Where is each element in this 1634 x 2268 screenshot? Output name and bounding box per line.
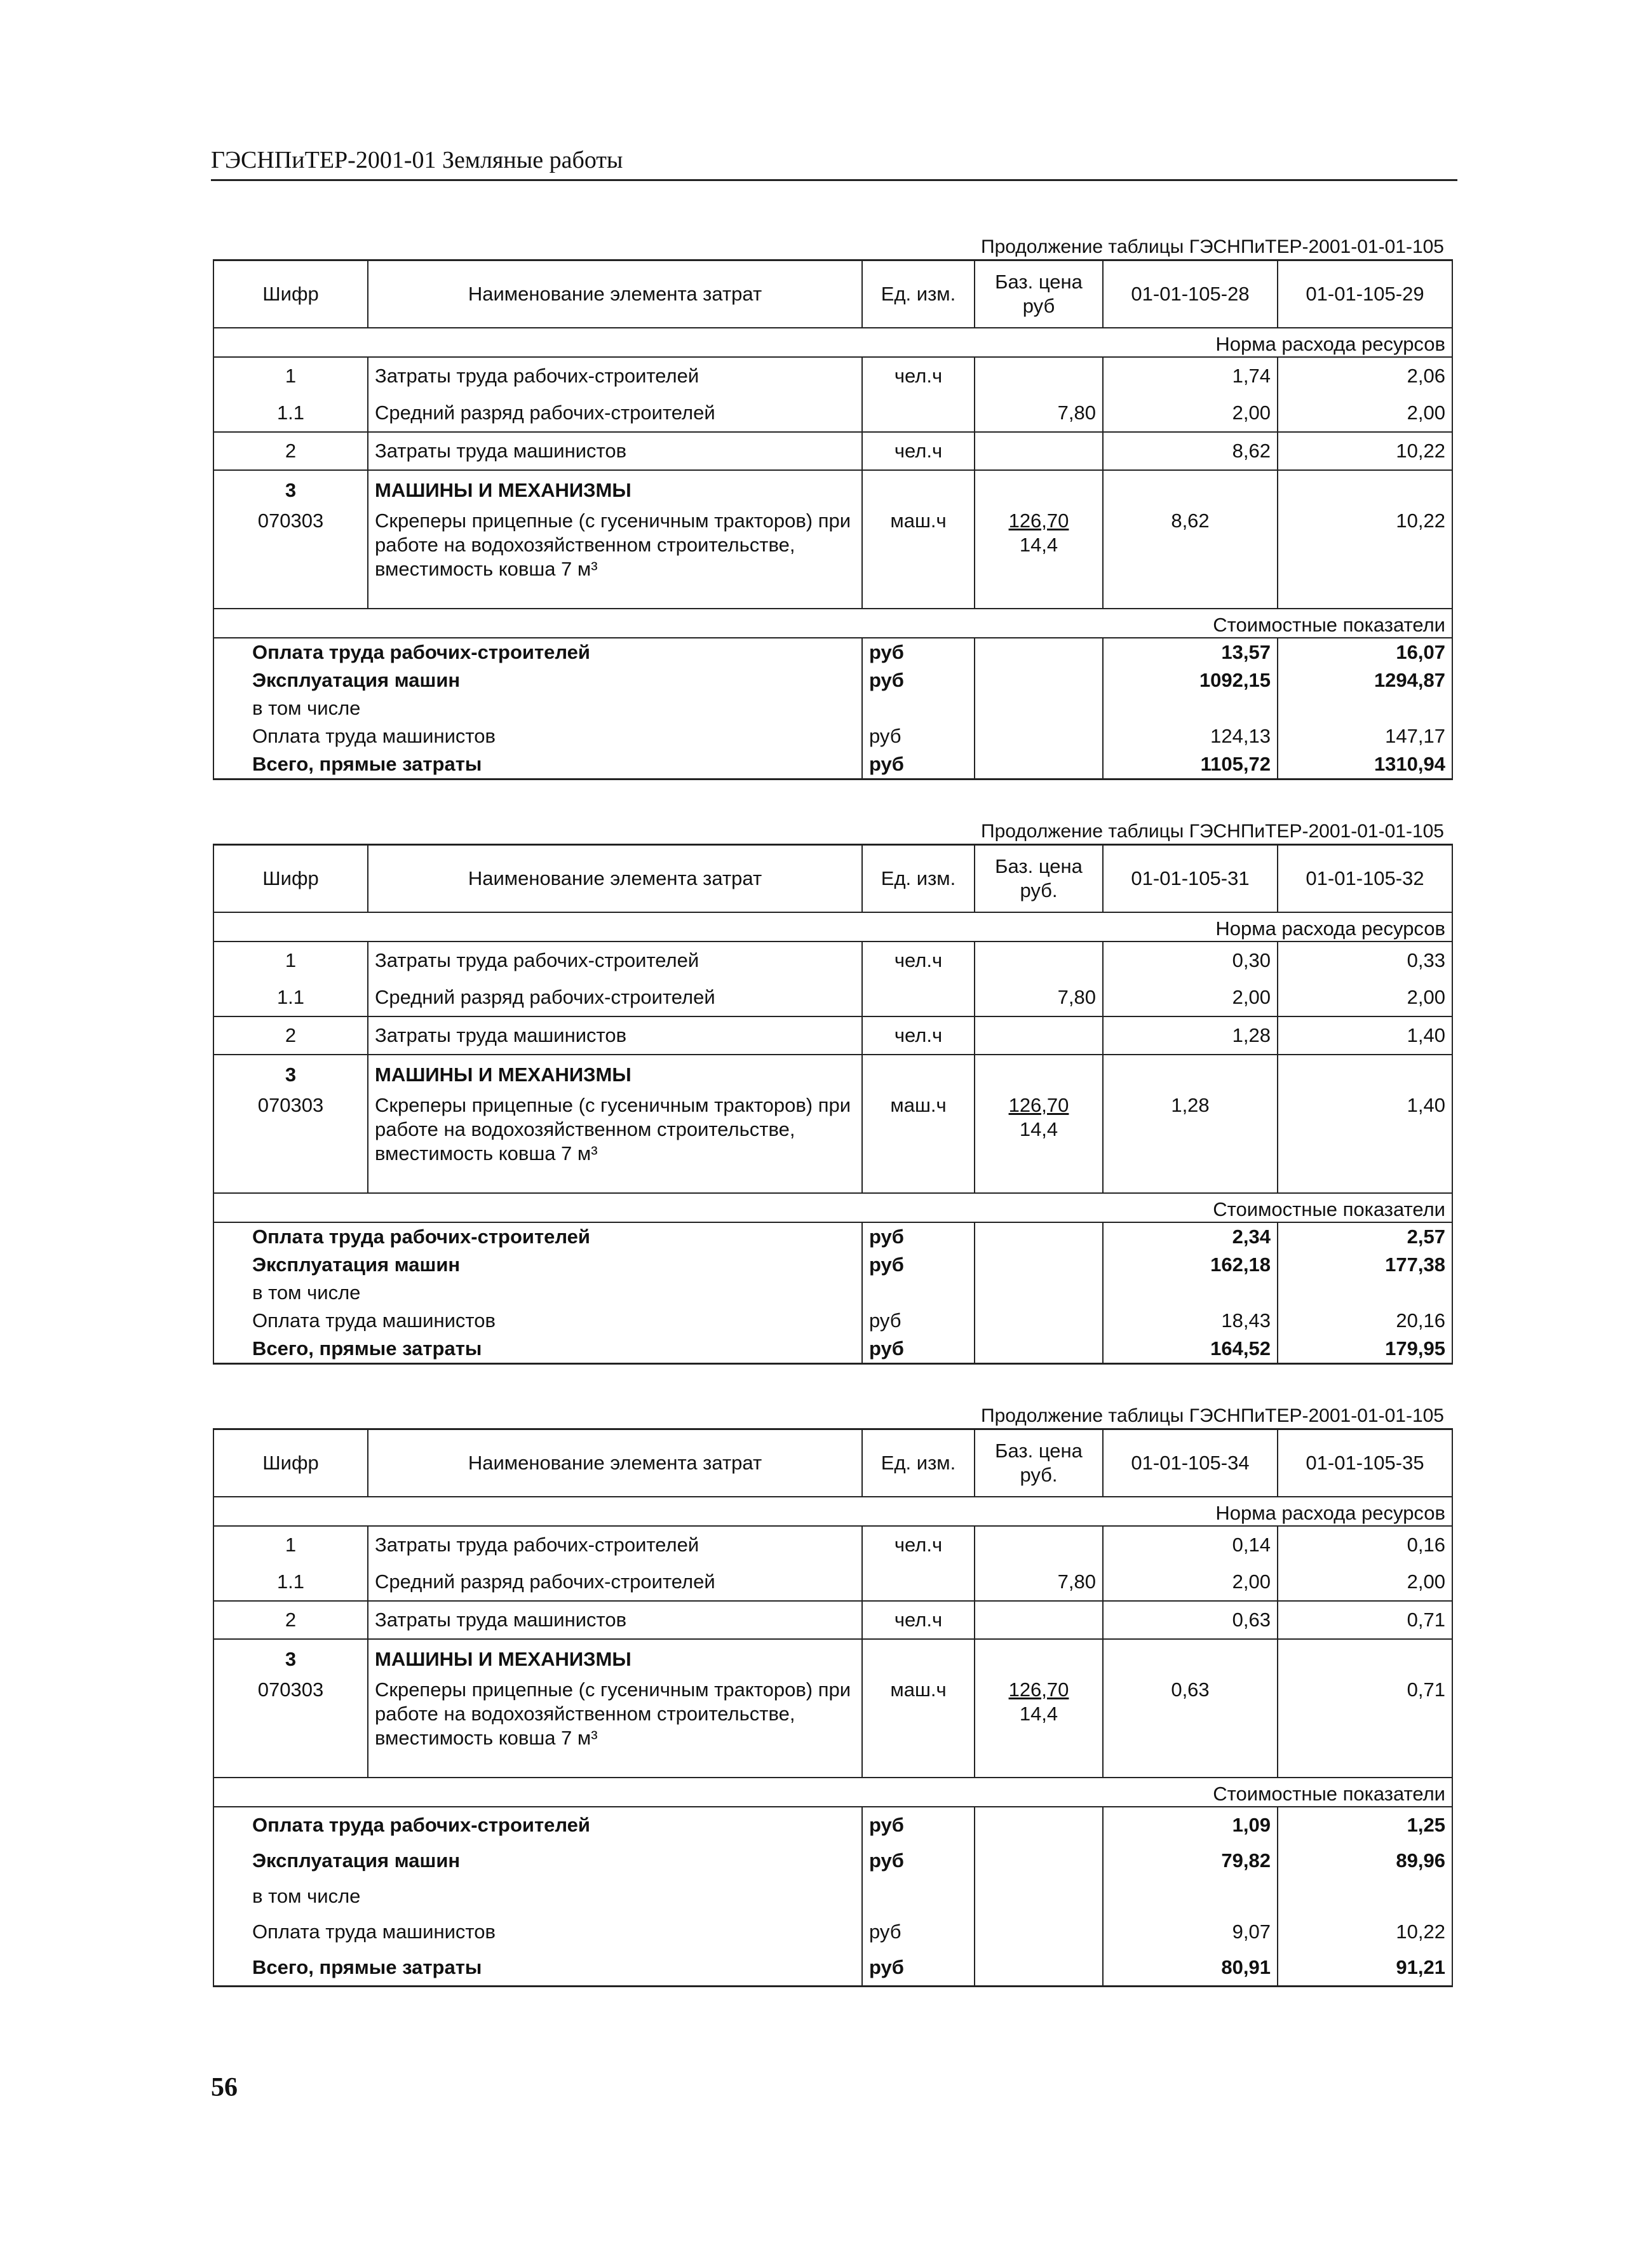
col-header-code-b: 01-01-105-29 — [1278, 260, 1452, 328]
table-row — [213, 395, 1452, 432]
row-code: 2 — [213, 1601, 368, 1639]
table-row — [213, 1563, 1452, 1601]
row-price — [975, 503, 1103, 609]
row-unit: чел.ч — [862, 1016, 975, 1055]
table-row — [213, 722, 1452, 750]
cost-value-a: 164,52 — [1103, 1335, 1278, 1364]
price-value: 126,70 — [1008, 510, 1069, 532]
row-name: Затраты труда машинистов — [368, 1016, 862, 1055]
resource-table-2 — [213, 820, 1452, 1365]
row-name: Скреперы прицепные (с гусеничным тракторов) при работе на водохозяйственном строительстве, вместимость ковша 7 м³ — [368, 503, 862, 609]
cost-value-a: 18,43 — [1103, 1307, 1278, 1335]
section-costs: Стоимостные показатели — [213, 1778, 1452, 1807]
cost-label: в том числе — [213, 1879, 862, 1914]
price-value-2: 14,4 — [1019, 534, 1058, 556]
row-value-b: 10,22 — [1278, 432, 1452, 470]
row-unit: маш.ч — [862, 503, 975, 609]
table — [213, 259, 1453, 780]
section-norms: Норма расхода ресурсов — [213, 328, 1452, 357]
row-value-b: 2,06 — [1278, 357, 1452, 395]
row-code: 1 — [213, 942, 368, 979]
table-row — [213, 357, 1452, 395]
row-value-a: 1,28 — [1103, 1087, 1278, 1193]
cost-value-b: 89,96 — [1278, 1843, 1452, 1879]
table-row — [213, 1601, 1452, 1639]
row-code: 1.1 — [213, 1563, 368, 1601]
row-price — [975, 1087, 1103, 1193]
row-value-b: 1,40 — [1278, 1087, 1452, 1193]
row-code: 1 — [213, 1526, 368, 1563]
col-header-code: Шифр — [213, 845, 368, 913]
row-code: 1.1 — [213, 979, 368, 1016]
page-number: 56 — [211, 2073, 238, 2102]
table-row — [213, 1016, 1452, 1055]
row-code: 070303 — [213, 1087, 368, 1193]
row-price: 7,80 — [975, 395, 1103, 432]
section-costs: Стоимостные показатели — [213, 609, 1452, 638]
cost-value-b: 177,38 — [1278, 1251, 1452, 1279]
cost-value-b: 1294,87 — [1278, 666, 1452, 694]
row-code: 1 — [213, 357, 368, 395]
row-price — [975, 1016, 1103, 1055]
cost-value-a: 1092,15 — [1103, 666, 1278, 694]
cost-value-b: 20,16 — [1278, 1307, 1452, 1335]
price-value-2: 14,4 — [1019, 1118, 1058, 1140]
table-row — [213, 1222, 1452, 1251]
col-header-price: Баз. цена руб — [975, 260, 1103, 328]
cost-label: Оплата труда машинистов — [213, 1307, 862, 1335]
col-header-code-a: 01-01-105-34 — [1103, 1429, 1278, 1497]
cost-unit: руб — [862, 1807, 975, 1843]
cost-label: Эксплуатация машин — [213, 1251, 862, 1279]
price-value: 126,70 — [1008, 1678, 1069, 1701]
cost-label: Всего, прямые затраты — [213, 1335, 862, 1364]
row-value-a: 0,63 — [1103, 1601, 1278, 1639]
cost-value-a: 79,82 — [1103, 1843, 1278, 1879]
table-row — [213, 1671, 1452, 1778]
header-row — [213, 845, 1452, 913]
table-row — [213, 1307, 1452, 1335]
cost-unit: руб — [862, 1307, 975, 1335]
resource-table-3 — [213, 1404, 1452, 1987]
row-name: Средний разряд рабочих-строителей — [368, 395, 862, 432]
cost-value-b: 147,17 — [1278, 722, 1452, 750]
row-unit: маш.ч — [862, 1671, 975, 1778]
cost-label: Оплата труда машинистов — [213, 722, 862, 750]
table-row — [213, 1914, 1452, 1950]
header-row — [213, 260, 1452, 328]
row-value-a: 0,63 — [1103, 1671, 1278, 1778]
table-row — [213, 1335, 1452, 1364]
table-row — [213, 1279, 1452, 1307]
row-code: 3 — [213, 470, 368, 503]
cost-label: Всего, прямые затраты — [213, 1950, 862, 1987]
cost-unit: руб — [862, 1843, 975, 1879]
cost-value-a: 13,57 — [1103, 638, 1278, 666]
row-value-a: 2,00 — [1103, 1563, 1278, 1601]
row-value-a: 2,00 — [1103, 395, 1278, 432]
cost-unit: руб — [862, 666, 975, 694]
section-norms: Норма расхода ресурсов — [213, 1497, 1452, 1526]
row-name: МАШИНЫ И МЕХАНИЗМЫ — [368, 1055, 862, 1087]
row-value-a: 8,62 — [1103, 432, 1278, 470]
cost-value-a: 124,13 — [1103, 722, 1278, 750]
col-header-code: Шифр — [213, 1429, 368, 1497]
col-header-unit: Ед. изм. — [862, 260, 975, 328]
row-code: 3 — [213, 1055, 368, 1087]
row-code: 2 — [213, 432, 368, 470]
row-value-b: 2,00 — [1278, 1563, 1452, 1601]
col-header-unit: Ед. изм. — [862, 845, 975, 913]
col-header-name: Наименование элемента затрат — [368, 260, 862, 328]
row-value-b: 0,16 — [1278, 1526, 1452, 1563]
row-value-b: 1,40 — [1278, 1016, 1452, 1055]
cost-unit: руб — [862, 1914, 975, 1950]
cost-label: Эксплуатация машин — [213, 666, 862, 694]
col-header-code-b: 01-01-105-35 — [1278, 1429, 1452, 1497]
table-row — [213, 1879, 1452, 1914]
price-value-2: 14,4 — [1019, 1703, 1058, 1725]
row-price: 7,80 — [975, 1563, 1103, 1601]
row-name: МАШИНЫ И МЕХАНИЗМЫ — [368, 470, 862, 503]
price-value: 126,70 — [1008, 1094, 1069, 1116]
cost-label: Оплата труда рабочих-строителей — [213, 1222, 862, 1251]
table-row — [213, 694, 1452, 722]
cost-label: в том числе — [213, 694, 862, 722]
col-header-code: Шифр — [213, 260, 368, 328]
table-row — [213, 1807, 1452, 1843]
row-value-b: 2,00 — [1278, 395, 1452, 432]
row-value-a: 1,28 — [1103, 1016, 1278, 1055]
row-unit: чел.ч — [862, 942, 975, 979]
row-value-b: 0,71 — [1278, 1601, 1452, 1639]
row-value-a: 8,62 — [1103, 503, 1278, 609]
row-name: Затраты труда машинистов — [368, 1601, 862, 1639]
col-header-code-a: 01-01-105-31 — [1103, 845, 1278, 913]
header-row — [213, 1429, 1452, 1497]
table-row — [213, 979, 1452, 1016]
row-name: Скреперы прицепные (с гусеничным тракторов) при работе на водохозяйственном строительстве, вместимость ковша 7 м³ — [368, 1671, 862, 1778]
row-unit: маш.ч — [862, 1087, 975, 1193]
cost-value-b: 2,57 — [1278, 1222, 1452, 1251]
page-header — [211, 141, 1457, 181]
row-price — [975, 1601, 1103, 1639]
cost-value-b: 1310,94 — [1278, 750, 1452, 780]
row-value-a: 0,30 — [1103, 942, 1278, 979]
row-name: МАШИНЫ И МЕХАНИЗМЫ — [368, 1639, 862, 1671]
table-row — [213, 503, 1452, 609]
row-value-b: 0,71 — [1278, 1671, 1452, 1778]
table-row — [213, 1950, 1452, 1987]
row-value-a: 1,74 — [1103, 357, 1278, 395]
cost-label: Оплата труда рабочих-строителей — [213, 1807, 862, 1843]
row-value-b: 2,00 — [1278, 979, 1452, 1016]
cost-value-a: 9,07 — [1103, 1914, 1278, 1950]
row-unit: чел.ч — [862, 1601, 975, 1639]
cost-label: Оплата труда рабочих-строителей — [213, 638, 862, 666]
page-header-title: ГЭСНПиТЕР-2001-01 Земляные работы — [211, 147, 623, 173]
col-header-code-a: 01-01-105-28 — [1103, 260, 1278, 328]
table-row — [213, 942, 1452, 979]
cost-label: Всего, прямые затраты — [213, 750, 862, 780]
table-row — [213, 432, 1452, 470]
row-unit: чел.ч — [862, 1526, 975, 1563]
row-price: 7,80 — [975, 979, 1103, 1016]
row-name: Затраты труда рабочих-строителей — [368, 1526, 862, 1563]
row-name: Средний разряд рабочих-строителей — [368, 1563, 862, 1601]
row-name: Затраты труда машинистов — [368, 432, 862, 470]
cost-value-b: 16,07 — [1278, 638, 1452, 666]
resource-table-1 — [213, 235, 1452, 780]
row-name: Скреперы прицепные (с гусеничным тракторов) при работе на водохозяйственном строительстве, вместимость ковша 7 м³ — [368, 1087, 862, 1193]
cost-unit: руб — [862, 750, 975, 780]
row-value-a: 0,14 — [1103, 1526, 1278, 1563]
table-row — [213, 750, 1452, 780]
row-value-b: 0,33 — [1278, 942, 1452, 979]
table-row — [213, 1251, 1452, 1279]
cost-value-a: 2,34 — [1103, 1222, 1278, 1251]
row-value-b: 10,22 — [1278, 503, 1452, 609]
section-norms: Норма расхода ресурсов — [213, 912, 1452, 942]
cost-value-a: 162,18 — [1103, 1251, 1278, 1279]
cost-unit: руб — [862, 1335, 975, 1364]
row-unit — [862, 979, 975, 1016]
row-unit: чел.ч — [862, 432, 975, 470]
table-row — [213, 1639, 1452, 1671]
cost-value-b: 179,95 — [1278, 1335, 1452, 1364]
table-caption: Продолжение таблицы ГЭСНПиТЕР-2001-01-01-105 — [981, 1405, 1444, 1426]
cost-label: в том числе — [213, 1279, 862, 1307]
table-row — [213, 638, 1452, 666]
row-name: Затраты труда рабочих-строителей — [368, 357, 862, 395]
row-unit — [862, 395, 975, 432]
cost-value-b: 91,21 — [1278, 1950, 1452, 1987]
row-code: 070303 — [213, 503, 368, 609]
row-code: 1.1 — [213, 395, 368, 432]
row-code: 3 — [213, 1639, 368, 1671]
row-code: 070303 — [213, 1671, 368, 1778]
table-row — [213, 1055, 1452, 1087]
row-price — [975, 357, 1103, 395]
cost-value-a: 1,09 — [1103, 1807, 1278, 1843]
table-row — [213, 470, 1452, 503]
col-header-name: Наименование элемента затрат — [368, 1429, 862, 1497]
cost-unit: руб — [862, 722, 975, 750]
col-header-name: Наименование элемента затрат — [368, 845, 862, 913]
cost-unit: руб — [862, 638, 975, 666]
row-price — [975, 942, 1103, 979]
row-unit: чел.ч — [862, 357, 975, 395]
table-row — [213, 1087, 1452, 1193]
col-header-unit: Ед. изм. — [862, 1429, 975, 1497]
cost-unit: руб — [862, 1950, 975, 1987]
cost-value-b: 1,25 — [1278, 1807, 1452, 1843]
row-price — [975, 1671, 1103, 1778]
cost-unit: руб — [862, 1222, 975, 1251]
cost-value-a: 1105,72 — [1103, 750, 1278, 780]
table-caption: Продолжение таблицы ГЭСНПиТЕР-2001-01-01-105 — [981, 236, 1444, 257]
table — [213, 844, 1453, 1365]
cost-value-b: 10,22 — [1278, 1914, 1452, 1950]
table-row — [213, 666, 1452, 694]
row-name: Средний разряд рабочих-строителей — [368, 979, 862, 1016]
row-value-a: 2,00 — [1103, 979, 1278, 1016]
row-price — [975, 432, 1103, 470]
row-unit — [862, 1563, 975, 1601]
cost-unit: руб — [862, 1251, 975, 1279]
row-code: 2 — [213, 1016, 368, 1055]
row-price — [975, 1526, 1103, 1563]
section-costs: Стоимостные показатели — [213, 1193, 1452, 1222]
col-header-code-b: 01-01-105-32 — [1278, 845, 1452, 913]
row-name: Затраты труда рабочих-строителей — [368, 942, 862, 979]
cost-label: Эксплуатация машин — [213, 1843, 862, 1879]
cost-value-a: 80,91 — [1103, 1950, 1278, 1987]
table-caption: Продолжение таблицы ГЭСНПиТЕР-2001-01-01-105 — [981, 821, 1444, 842]
table-row — [213, 1843, 1452, 1879]
table-row — [213, 1526, 1452, 1563]
cost-label: Оплата труда машинистов — [213, 1914, 862, 1950]
table — [213, 1428, 1453, 1987]
col-header-price: Баз. цена руб. — [975, 1429, 1103, 1497]
col-header-price: Баз. цена руб. — [975, 845, 1103, 913]
